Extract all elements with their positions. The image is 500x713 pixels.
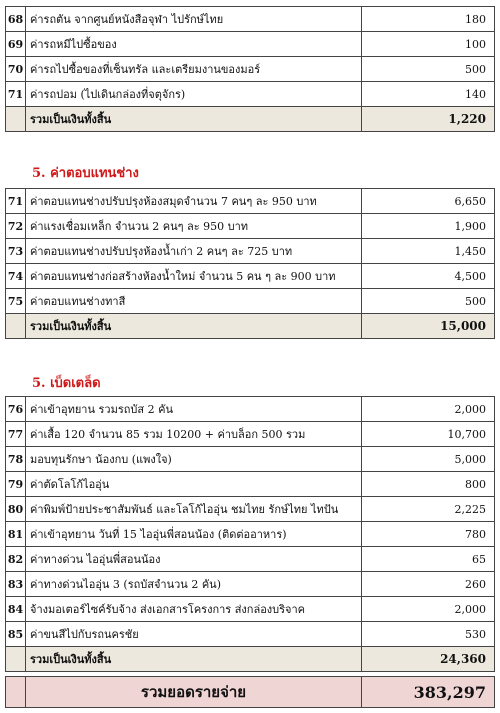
row-description: ค่าทางด่วนไออุ่น 3 (รถบัสจำนวน 2 คัน) bbox=[26, 572, 362, 597]
row-amount: 1,900 bbox=[362, 214, 495, 239]
row-description: ค่าตอบแทนช่างปรับปรุงห้องสมุดจำนวน 7 คนๆ ละ 950 บาท bbox=[26, 189, 362, 214]
row-description: ค่ารถหมีไปซื้อของ bbox=[26, 32, 362, 57]
row-number: 70 bbox=[6, 57, 26, 82]
row-number: 71 bbox=[6, 82, 26, 107]
grand-total-row bbox=[6, 677, 495, 708]
expense-table-technician bbox=[5, 188, 495, 339]
total-amount: 15,000 bbox=[362, 314, 495, 339]
row-amount: 10,700 bbox=[362, 422, 495, 447]
row-number: 84 bbox=[6, 597, 26, 622]
row-number: 73 bbox=[6, 239, 26, 264]
table-row bbox=[6, 239, 495, 264]
grand-total-table bbox=[5, 676, 495, 708]
table-row bbox=[6, 189, 495, 214]
row-number: 78 bbox=[6, 447, 26, 472]
row-number: 69 bbox=[6, 32, 26, 57]
row-number: 80 bbox=[6, 497, 26, 522]
row-description: ค่าตอบแทนช่างทาสี bbox=[26, 289, 362, 314]
row-amount: 530 bbox=[362, 622, 495, 647]
row-description: จ้างมอเตอร์ไซค์รับจ้าง ส่งเอกสารโครงการ ส่งกล่องบริจาค bbox=[26, 597, 362, 622]
table-row bbox=[6, 422, 495, 447]
total-row bbox=[6, 107, 495, 132]
row-amount: 500 bbox=[362, 289, 495, 314]
table-row bbox=[6, 547, 495, 572]
table-row bbox=[6, 289, 495, 314]
row-number: 79 bbox=[6, 472, 26, 497]
table-row bbox=[6, 572, 495, 597]
row-amount: 4,500 bbox=[362, 264, 495, 289]
row-amount: 65 bbox=[362, 547, 495, 572]
table-row bbox=[6, 264, 495, 289]
grand-total-label: รวมยอดรายจ่าย bbox=[26, 677, 362, 708]
row-amount: 140 bbox=[362, 82, 495, 107]
total-row bbox=[6, 647, 495, 672]
table-row bbox=[6, 397, 495, 422]
table-row bbox=[6, 447, 495, 472]
row-description: ค่าแรงเชื่อมเหล็ก จำนวน 2 คนๆ ละ 950 บาท bbox=[26, 214, 362, 239]
table-row bbox=[6, 522, 495, 547]
table-row bbox=[6, 82, 495, 107]
row-number: 81 bbox=[6, 522, 26, 547]
row-amount: 6,650 bbox=[362, 189, 495, 214]
row-number: 85 bbox=[6, 622, 26, 647]
row-amount: 180 bbox=[362, 7, 495, 32]
row-amount: 2,225 bbox=[362, 497, 495, 522]
row-description: ค่าเสื้อ 120 จำนวน 85 รวม 10200 + ค่าบล็อก 500 รวม bbox=[26, 422, 362, 447]
row-amount: 5,000 bbox=[362, 447, 495, 472]
section-title-misc: 5. เบ็ดเตล็ด bbox=[32, 376, 101, 391]
grand-total-amount: 383,297 bbox=[362, 677, 495, 708]
row-description: ค่าตัดโลโก้ไออุ่น bbox=[26, 472, 362, 497]
table-row bbox=[6, 472, 495, 497]
total-amount: 1,220 bbox=[362, 107, 495, 132]
row-description: ค่ารถไปซื้อของที่เซ็นทรัล และเตรียมงานของมอร์ bbox=[26, 57, 362, 82]
row-number: 77 bbox=[6, 422, 26, 447]
table-row bbox=[6, 497, 495, 522]
expense-table-misc bbox=[5, 396, 495, 672]
expense-table-transport bbox=[5, 6, 495, 132]
row-number: 75 bbox=[6, 289, 26, 314]
total-label: รวมเป็นเงินทั้งสิ้น bbox=[26, 107, 362, 132]
row-description: ค่าเข้าอุทยาน วันที่ 15 ไออุ่นพี่สอนน้อง (ติดต่ออาหาร) bbox=[26, 522, 362, 547]
row-number: 82 bbox=[6, 547, 26, 572]
row-number: 83 bbox=[6, 572, 26, 597]
table-row bbox=[6, 32, 495, 57]
row-description: ค่ารถตัน จากศูนย์หนังสือจุฬา ไปรักษ์ไทย bbox=[26, 7, 362, 32]
row-description: ค่าตอบแทนช่างปรับปรุงห้องน้ำเก่า 2 คนๆ ละ 725 บาท bbox=[26, 239, 362, 264]
row-description: ค่าขนสีไปกับรถนครชัย bbox=[26, 622, 362, 647]
row-amount: 100 bbox=[362, 32, 495, 57]
row-amount: 500 bbox=[362, 57, 495, 82]
row-description: ค่าทางด่วน ไออุ่นพี่สอนน้อง bbox=[26, 547, 362, 572]
row-amount: 260 bbox=[362, 572, 495, 597]
row-description: ค่าเข้าอุทยาน รวมรถบัส 2 คัน bbox=[26, 397, 362, 422]
row-number: 76 bbox=[6, 397, 26, 422]
total-amount: 24,360 bbox=[362, 647, 495, 672]
total-row bbox=[6, 314, 495, 339]
table-row bbox=[6, 597, 495, 622]
total-label: รวมเป็นเงินทั้งสิ้น bbox=[26, 647, 362, 672]
row-description: ค่าตอบแทนช่างก่อสร้างห้องน้ำใหม่ จำนวน 5 คน ๆ ละ 900 บาท bbox=[26, 264, 362, 289]
section-title-technician: 5. ค่าตอบแทนช่าง bbox=[32, 166, 139, 181]
table-row bbox=[6, 7, 495, 32]
row-number: 71 bbox=[6, 189, 26, 214]
row-description: ค่ารถปอม (ไปเดินกล่องที่จตุจักร) bbox=[26, 82, 362, 107]
row-description: ค่าพิมพ์ป้ายประชาสัมพันธ์ และโลโก้ไออุ่น ชมไทย รักษ์ไทย ไทปัน bbox=[26, 497, 362, 522]
table-row bbox=[6, 57, 495, 82]
row-description: มอบทุนรักษา น้องกบ (แพงใจ) bbox=[26, 447, 362, 472]
row-amount: 2,000 bbox=[362, 597, 495, 622]
table-row bbox=[6, 622, 495, 647]
row-amount: 2,000 bbox=[362, 397, 495, 422]
row-number: 72 bbox=[6, 214, 26, 239]
row-amount: 800 bbox=[362, 472, 495, 497]
row-amount: 780 bbox=[362, 522, 495, 547]
row-amount: 1,450 bbox=[362, 239, 495, 264]
table-row bbox=[6, 214, 495, 239]
total-label: รวมเป็นเงินทั้งสิ้น bbox=[26, 314, 362, 339]
row-number: 68 bbox=[6, 7, 26, 32]
row-number: 74 bbox=[6, 264, 26, 289]
